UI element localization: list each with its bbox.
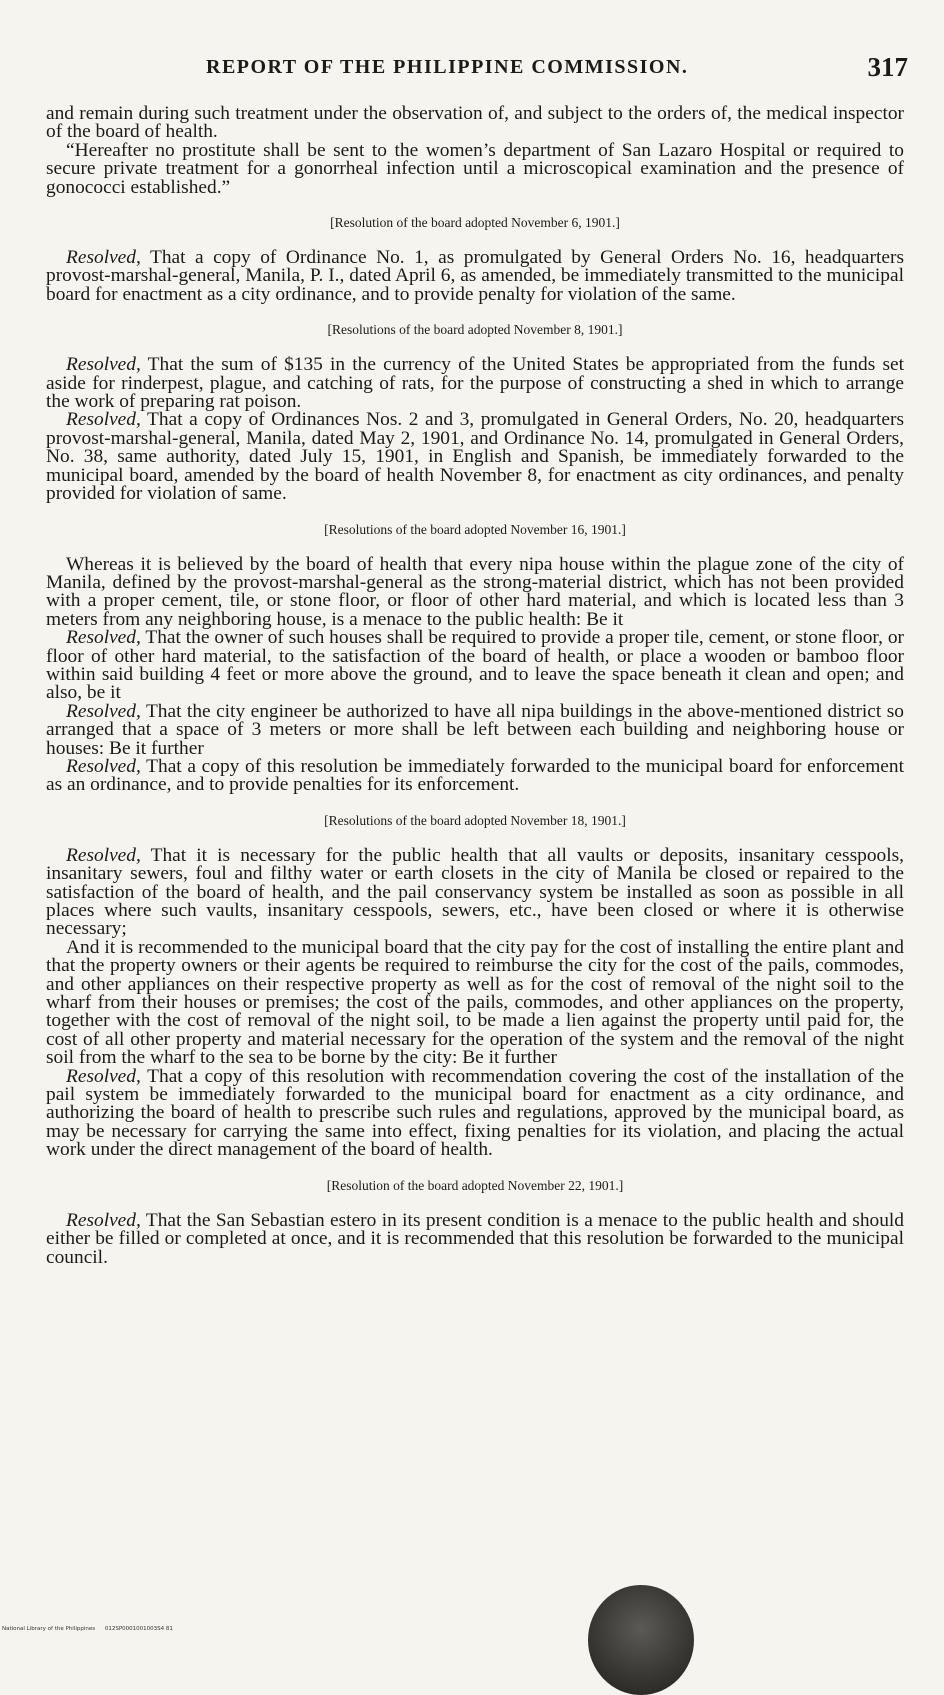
footer-library: National Library of the Philippines [2, 1626, 96, 1632]
paragraph-text: That a copy of this resolution with recommendation covering the cost of the installation of the pail system be immediately forwarded to the municipal board for enactment as a city ordinance, and authorizing the board of health to prescribe such rules and regulations, approved by the municipal board, as may be necessary for carrying the same into effect, fixing penalties for its violation, and placing the actual work under the direct management of the board of health. [46, 1065, 904, 1161]
paragraph-text: Whereas it is believed by the board of health that every nipa house within the plague zone of the city of Manila, defined by the provost-marshal-general as the strong-material district, which has not been provided with a proper cement, tile, or stone floor, or floor of other hard material, and which is located less than 3 meters from any neighboring house, is a menace to the public health: Be it [46, 553, 904, 630]
resolution-heading: [Resolutions of the board adopted November 18, 1901.] [324, 812, 626, 828]
resolved-lead: Resolved, [66, 755, 141, 777]
body-paragraph [46, 105, 904, 142]
body-paragraph [46, 1065, 904, 1161]
resolved-lead: Resolved, [66, 1065, 141, 1087]
body-paragraph [46, 553, 904, 630]
resolved-lead: Resolved, [66, 247, 141, 269]
resolution-heading: [Resolution of the board adopted November 6, 1901.] [330, 215, 620, 231]
paragraph-text: That the city engineer be authorized to have all nipa buildings in the above-mentioned district so arranged that a space of 3 meters or more shall be left between each building and neighboring house or houses: Be it further [46, 700, 904, 759]
paragraph-text: That it is necessary for the public health that all vaults or deposits, insanitary cesspools, insanitary sewers, foul and filthy water or earth closets in the city of Manila be closed or repaired to the satisfaction of the board of health, and the pail conservancy system be installed as soon as possible in all places where such vaults, insanitary cesspools, sewers, etc., have been closed or where it is otherwise necessary; [46, 844, 904, 940]
page-number: 317 [867, 52, 908, 82]
resolution-heading: [Resolutions of the board adopted November 8, 1901.] [327, 322, 623, 338]
paragraph-text: That the owner of such houses shall be required to provide a proper tile, cement, or stone floor, or floor of other hard material, to the satisfaction of the board of health, or place a wooden or bamboo floor within said building 4 feet or more above the ground, and to leave the space beneath it clean and open; and also, be it [46, 627, 904, 704]
body-paragraph [46, 249, 904, 304]
body-paragraph [46, 411, 904, 503]
paragraph-text: That a copy of this resolution be immediately forwarded to the municipal board for enforcement as an ordinance, and to provide penalties for its enforcement. [46, 755, 904, 796]
resolution-heading: [Resolution of the board adopted November 22, 1901.] [326, 1177, 624, 1193]
resolution-heading: [Resolutions of the board adopted November 16, 1901.] [324, 521, 626, 537]
footer-code: 012SP0001001003S4 81 [104, 1626, 173, 1632]
paragraph-text: That a copy of Ordinances Nos. 2 and 3, promulgated in General Orders, No. 20, headquarters provost-marshal-general, Manila, dated May 2, 1901, and Ordinance No. 14, promulgated in General Orders, No. 38, same authority, dated July 15, 1901, in English and Spanish, be immediately forwarded to the municipal board, amended by the board of health November 8, for enactment as city ordinances, and penalty provided for violation of same. [46, 409, 904, 505]
paragraph-text: That the San Sebastian estero in its present condition is a menace to the public health and should either be filled or completed at once, and it is recommended that this resolution be forwarded to the municipal council. [46, 1209, 904, 1268]
paragraph-text: That a copy of Ordinance No. 1, as promulgated by General Orders No. 16, headquarters provost-marshal-general, Manila, P. I., dated April 6, as amended, be immediately transmitted to the municipal board for enactment as a city ordinance, and to provide penalty for violation of the same. [46, 247, 904, 305]
resolved-lead: Resolved, [66, 700, 141, 722]
running-title: REPORT OF THE PHILIPPINE COMMISSION. [206, 56, 689, 78]
paragraph-text: And it is recommended to the municipal board that the city pay for the cost of installing the entire plant and that the property owners or their agents be required to reimburse the city for the cost of the pails, commodes, and other appliances on their respective property as well as for the cost of removal of the night soil to the wharf from their houses or premises; the cost of the pails, commodes, and other appliances on the property, together with the cost of removal of the night soil, to be made a lien against the property until paid for, the cost of all other property and material necessary for the operation of the system and the removal of the night soil from the wharf to the sea to be borne by the city: Be it further [46, 936, 904, 1069]
body-paragraph [46, 356, 904, 411]
paragraph-text: and remain during such treatment under the observation of, and subject to the orders of, the medical inspector of the board of health. [46, 103, 904, 143]
running-header [46, 52, 908, 86]
resolved-lead: Resolved, [66, 354, 141, 376]
paragraph-text: That the sum of $135 in the currency of the United States be appropriated from the funds set aside for rinderpest, plague, and catching of rats, for the purpose of constructing a shed in which to arrange the work of preparing rat poison. [46, 354, 904, 413]
body-paragraph [46, 629, 904, 703]
body-paragraph [46, 936, 904, 1069]
resolved-lead: Resolved, [66, 627, 141, 649]
paragraph-text: “Hereafter no prostitute shall be sent to the women’s department of San Lazaro Hospital or required to secure private treatment for a gonorrheal infection until a microscopical examination and the presence of gonococci established.” [46, 139, 904, 198]
resolved-lead: Resolved, [66, 409, 141, 431]
document-body [46, 105, 904, 1267]
body-paragraph [46, 1209, 904, 1268]
scan-footer [2, 1626, 173, 1632]
body-paragraph [46, 700, 904, 759]
scanner-thumb-artifact [588, 1585, 694, 1695]
body-paragraph [46, 139, 904, 198]
body-paragraph [46, 844, 904, 940]
body-paragraph [46, 755, 904, 796]
resolved-lead: Resolved, [66, 844, 141, 866]
resolved-lead: Resolved, [66, 1209, 141, 1231]
